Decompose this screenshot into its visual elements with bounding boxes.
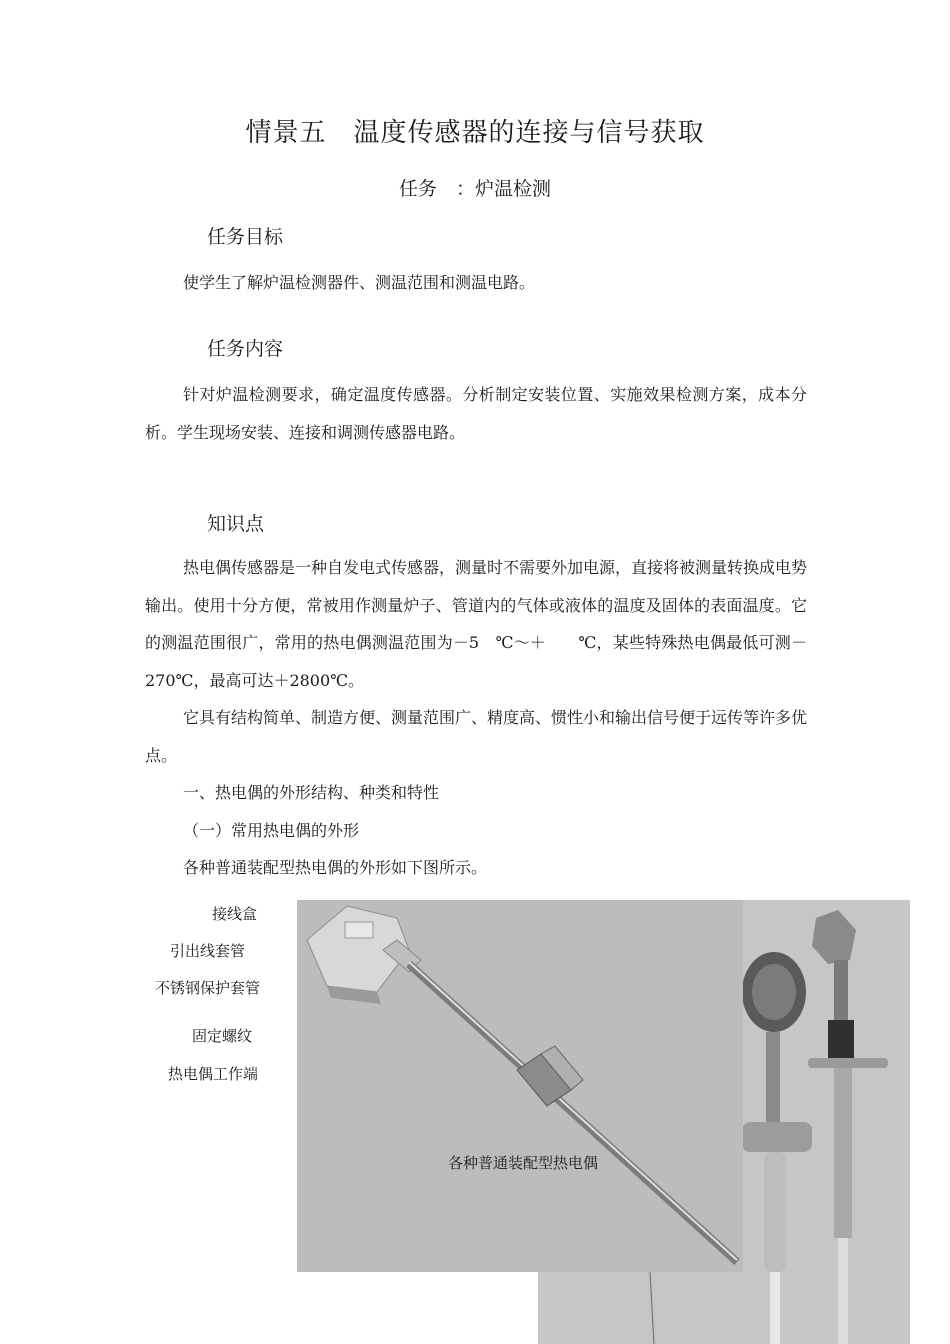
- subsection-heading-shape: （一）常用热电偶的外形: [183, 821, 360, 840]
- label-work-end: 热电偶工作端: [168, 1065, 259, 1083]
- figure-intro-text: 各种普通装配型热电偶的外形如下图所示。: [183, 858, 488, 877]
- knowledge-paragraph-2: 它具有结构简单、制造方便、测量范围广、精度高、惯性小和输出信号便于远传等许多优点。: [145, 708, 808, 765]
- content-paragraph: 针对炉温检测要求，确定温度传感器。分析制定安装位置、实施效果检测方案，成本分析。学生现场安装、连接和调测传感器电路。: [145, 385, 807, 442]
- page-title: 情景五 温度传感器的连接与信号获取: [245, 118, 705, 148]
- content-heading: 任务内容: [207, 338, 284, 360]
- section-heading-structure: 一、热电偶的外形结构、种类和特性: [183, 783, 440, 802]
- goal-heading: 任务目标: [207, 226, 284, 248]
- label-lead-sleeve: 引出线套管: [170, 942, 246, 960]
- label-junction-box: 接线盒: [212, 905, 258, 923]
- figure-caption: 各种普通装配型热电偶: [448, 1154, 599, 1172]
- knowledge-heading: 知识点: [207, 513, 265, 535]
- thermocouple-assembly-photo: [297, 900, 743, 1272]
- goal-text: 使学生了解炉温检测器件、测温范围和测温电路。: [183, 273, 536, 292]
- page-subtitle: 任务 ：炉温检测: [398, 178, 551, 200]
- label-fixing-thread: 固定螺纹: [192, 1027, 253, 1045]
- label-steel-sleeve: 不锈钢保护套管: [155, 979, 261, 997]
- knowledge-paragraph-1: 热电偶传感器是一种自发电式传感器，测量时不需要外加电源，直接将被测量转换成电势输出。使用十分方便，常被用作测量炉子、管道内的气体或液体的温度及固体的表面温度。它的测温范围很广，常用的热电偶测温范围为－5 ℃～＋ ℃，某些特殊热电偶最低可测－270℃，最高可达＋2800℃。: [145, 558, 808, 690]
